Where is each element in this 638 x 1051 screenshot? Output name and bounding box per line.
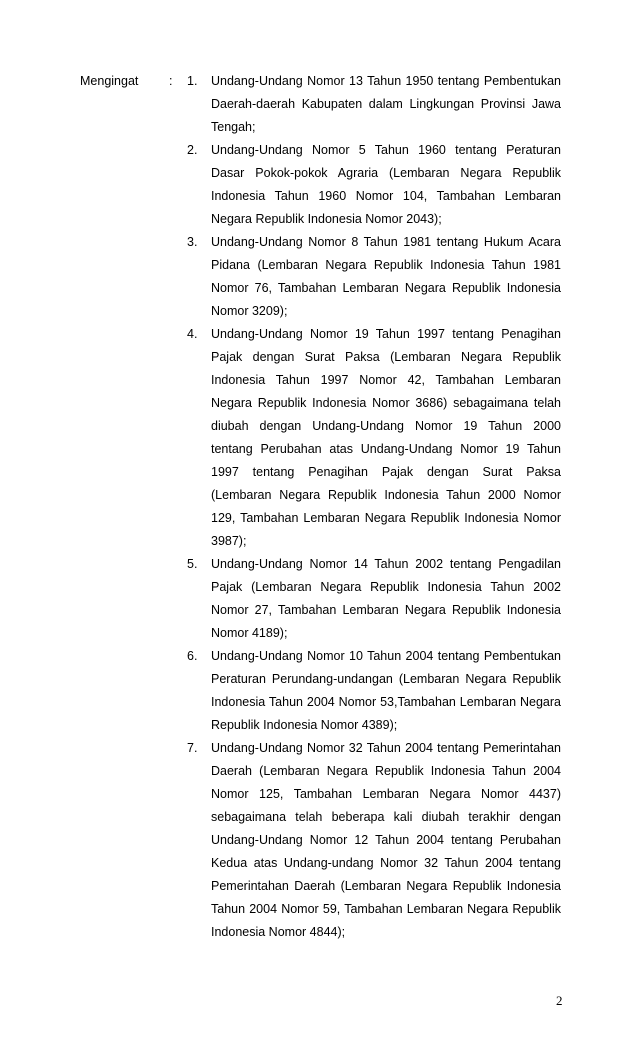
list-item: [0, 139, 638, 231]
list-item: [0, 231, 638, 323]
item-number: 3.: [187, 235, 198, 249]
list-item: [0, 737, 638, 944]
item-text: Undang-Undang Nomor 5 Tahun 1960 tentang Peraturan Dasar Pokok-pokok Agraria (Lembaran Negara Republik Indonesia Tahun 1960 Nomor 104, Tambahan Lembaran Negara Republik Indonesia Nomor 2043);: [211, 143, 561, 226]
legal-basis-list: [0, 70, 638, 944]
item-number: 6.: [187, 649, 198, 663]
item-number: 5.: [187, 557, 198, 571]
page-number: 2: [556, 993, 563, 1008]
item-number: 1.: [187, 74, 198, 88]
item-number: 4.: [187, 327, 198, 341]
list-item: [0, 645, 638, 737]
item-text: Undang-Undang Nomor 8 Tahun 1981 tentang Hukum Acara Pidana (Lembaran Negara Republik Indonesia Tahun 1981 Nomor 76, Tambahan Lembaran Negara Republik Indonesia Nomor 3209);: [211, 235, 561, 318]
item-text: Undang-Undang Nomor 13 Tahun 1950 tentang Pembentukan Daerah-daerah Kabupaten dalam Lingkungan Provinsi Jawa Tengah;: [211, 74, 561, 134]
item-text: Undang-Undang Nomor 14 Tahun 2002 tentang Pengadilan Pajak (Lembaran Negara Republik Indonesia Tahun 2002 Nomor 27, Tambahan Lembaran Negara Republik Indonesia Nomor 4189);: [211, 557, 561, 640]
list-item: [0, 553, 638, 645]
item-text: Undang-Undang Nomor 19 Tahun 1997 tentang Penagihan Pajak dengan Surat Paksa (Lembaran Negara Republik Indonesia Tahun 1997 Nomor 42, Tambahan Lembaran Negara Republik Indonesia Nomor 3686) sebagaimana telah diubah dengan Undang-Undang Nomor 19 Tahun 2000 tentang Perubahan atas Undang-Undang Nomor 19 Tahun 1997 tentang Penagihan Pajak dengan Surat Paksa (Lembaran Negara Republik Indonesia Tahun 2000 Nomor 129, Tambahan Lembaran Negara Republik Indonesia Nomor 3987);: [211, 327, 561, 548]
label-colon: :: [169, 74, 173, 88]
item-number: 2.: [187, 143, 198, 157]
section-label: Mengingat: [80, 74, 139, 88]
item-text: Undang-Undang Nomor 32 Tahun 2004 tentang Pemerintahan Daerah (Lembaran Negara Republik Indonesia Tahun 2004 Nomor 125, Tambahan Lembaran Negara Nomor 4437) sebagaimana telah beberapa kali diubah terakhir dengan Undang-Undang Nomor 12 Tahun 2004 tentang Perubahan Kedua atas Undang-undang Nomor 32 Tahun 2004 tentang Pemerintahan Daerah (Lembaran Negara Republik Indonesia Tahun 2004 Nomor 59, Tambahan Lembaran Negara Republik Indonesia Nomor 4844);: [211, 741, 561, 939]
item-text: Undang-Undang Nomor 10 Tahun 2004 tentang Pembentukan Peraturan Perundang-undangan (Lembaran Negara Republik Indonesia Tahun 2004 Nomor 53,Tambahan Lembaran Negara Republik Indonesia Nomor 4389);: [211, 649, 561, 732]
item-number: 7.: [187, 741, 198, 755]
list-item: [0, 323, 638, 553]
list-item: [0, 70, 638, 139]
